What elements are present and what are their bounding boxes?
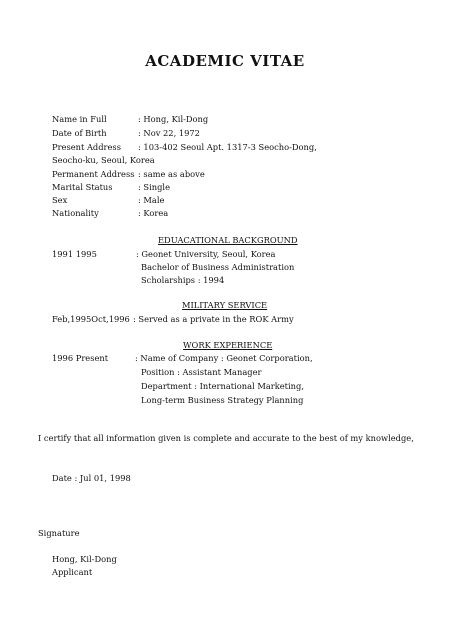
sex-label: Sex bbox=[52, 195, 68, 205]
education-heading: EDUACATIONAL BACKGROUND bbox=[158, 235, 298, 245]
military-heading: MILITARY SERVICE bbox=[182, 300, 268, 310]
permanent-address-value: : same as above bbox=[138, 169, 205, 179]
sex-value: : Male bbox=[138, 195, 165, 205]
signer-role: Applicant bbox=[52, 567, 93, 577]
dob-value: : Nov 22, 1972 bbox=[138, 128, 200, 138]
work-company: : Name of Company : Geonet Corporation, bbox=[135, 353, 313, 363]
signature-label: Signature bbox=[38, 528, 80, 538]
education-scholarships: Scholarships : 1994 bbox=[141, 275, 225, 285]
work-heading: WORK EXPERIENCE bbox=[183, 340, 273, 350]
nationality-label: Nationality bbox=[52, 208, 99, 218]
name-label: Name in Full bbox=[52, 114, 107, 124]
military-period: Feb,1995Oct,1996 bbox=[52, 314, 130, 324]
work-department: Department : International Marketing, bbox=[141, 381, 304, 391]
address-value: : 103-402 Seoul Apt. 1317-3 Seocho-Dong, bbox=[138, 142, 317, 152]
date-line: Date : Jul 01, 1998 bbox=[52, 473, 131, 483]
marital-status-label: Marital Status bbox=[52, 182, 113, 192]
work-planning: Long-term Business Strategy Planning bbox=[141, 395, 304, 405]
document-title: ACADEMIC VITAE bbox=[145, 52, 305, 70]
marital-status-value: : Single bbox=[138, 182, 170, 192]
address-label: Present Address bbox=[52, 142, 121, 152]
military-detail: : Served as a private in the ROK Army bbox=[133, 314, 294, 324]
permanent-address-label: Permanent Address bbox=[52, 169, 135, 179]
nationality-value: : Korea bbox=[138, 208, 169, 218]
name-value: : Hong, Kil-Dong bbox=[138, 114, 209, 124]
work-position: Position : Assistant Manager bbox=[141, 367, 262, 377]
address-continuation: Seocho-ku, Seoul, Korea bbox=[52, 155, 155, 165]
signer-name: Hong, Kil-Dong bbox=[52, 554, 117, 564]
education-school: : Geonet University, Seoul, Korea bbox=[136, 249, 276, 259]
education-period: 1991 1995 bbox=[52, 249, 97, 259]
work-period: 1996 Present bbox=[52, 353, 109, 363]
certification-statement: I certify that all information given is complete and accurate to the best of my knowledge, bbox=[38, 433, 414, 443]
education-degree: Bachelor of Business Administration bbox=[141, 262, 295, 272]
dob-label: Date of Birth bbox=[52, 128, 107, 138]
